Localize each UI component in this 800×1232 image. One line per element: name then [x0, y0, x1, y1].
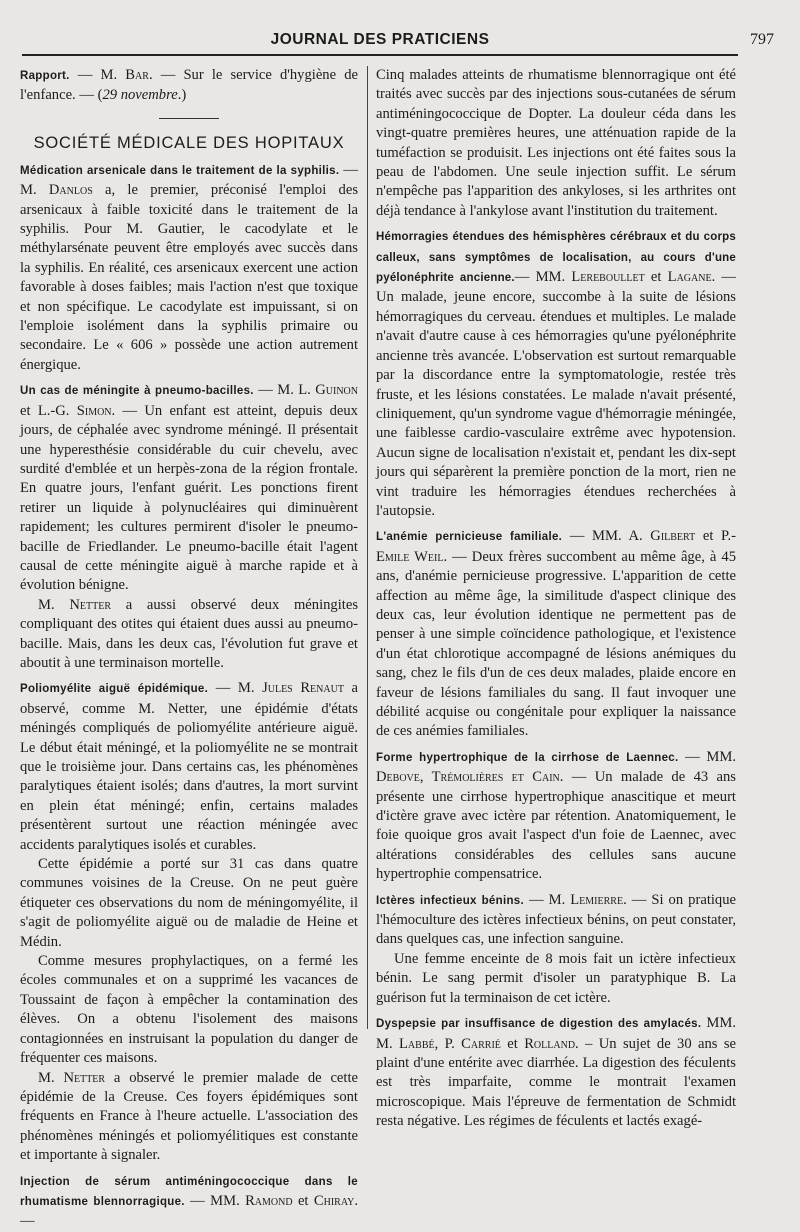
article-icteres: Ictères infectieux bénins. — M. Lemierre. — Si on pratique l'hémoculture des ictères infectieux bénins, on peut constater, dans quelques cas, une infection sanguine.	[376, 891, 736, 948]
article-hemorragies: Hémorragies étendues des hémisphères cérébraux et du corps calleux, sans symptômes de localisation, au cours d'une pyélonéphrite ancienne.— MM. Lereboullet et Lagane. — Un malade, jeune encore, succombe à la suite de lésions hémorragiques du cerveau. étendues et multiples. Le malade n'avait d'autre cause à ces hémorragies qu'une pyélonéphrite ancienne très avancée. L'observation est surtout remarquable par la discordance entre la symptomatologie, restée très fruste, et les lésions constatées. Le malade n'avait présenté, cliniquement, qu'un syndrome vague d'hémorragie méningée, une faiblesse cardio-vasculaire extrême avec hypotension. Aucun signe de localisation n'existait et, pendant les dix-sept jours qui séparèrent la première ponction de la mort, rien ne vint traduire les hémorragies étendues recherchées à l'autopsie.	[376, 231, 737, 519]
report-entry: Rapport. — M. Bar. — Sur le service d'hygiène de l'enfance. — (29 novembre.)	[20, 67, 358, 104]
left-column	[20, 66, 359, 1230]
article-arsenic: Médication arsenicale dans le traitement de la syphilis. — M. Danlos a, le premier, préconisé l'emploi des arsenicaux à faible toxicité dans le traitement de la syphilis. Pour M. Gautier, le cacodylate et le méthylarsénate peuvent être employés avec succès dans la syphilis. En réalité, ces arsenicaux exercent une action favorable à doses faibles; mais l'action n'est que toxique et non spécifique. Le cacodylate est impuissant, si on l'emploie isolément dans la syphilis primaire ou secondaire. Le « 606 » possède une action autrement énergique.	[20, 161, 359, 373]
running-header	[22, 26, 774, 56]
paragraph: Une femme enceinte de 8 mois fait un ictère infectieux bénin. Le sang permit d'isoler un paratyphique B. La guérison fut la terminaison de cet ictère.	[376, 950, 736, 1006]
column-divider	[367, 66, 368, 1029]
article-anemie: L'anémie pernicieuse familiale. — MM. A. Gilbert et P.-Emile Weil. — Deux frères succombent au même âge, à 45 ans, d'anémie pernicieuse progressive. L'apparition de cette affection au même âge, la similitude d'aspect clinique des deux cas, leur évolution identique ne permettent pas de penser à une simple coïncidence pathologique, et l'existence d'un état chlorotique accompagné de lésions anémiques du sang, chez le fils d'un de ces deux malades, plaide encore en faveur de lésions familiales du sang. Il faut invoquer une débilité acquise ou congénitale pour expliquer la naissance de ces anémies familiales.	[376, 528, 737, 740]
article-meningite-cont: M. Netter a aussi observé deux méningites compliquant des otites qui étaient dues aussi au pneumo-bacille. Mais, dans les deux cas, l'évolution fut grave et aboutit à une terminaison mortelle.	[20, 596, 358, 671]
report-lead: Rapport.	[20, 70, 70, 82]
article-cirrhose: Forme hypertrophique de la cirrhose de Laennec. — MM. Debove, Trémolières et Cain. — Un malade de 43 ans présente une cirrhose hypertrophique anascitique et meurt d'ictère grave avec ictère par rétention. Anatomiquement, le foie quoique gros avait l'aspect d'un foie de Laennec, avec altérations considérables des cellules sans aucune hypertrophie compensatrice.	[376, 748, 736, 883]
report-date: 29 novembre	[102, 87, 178, 104]
paragraph: Comme mesures prophylactiques, on a fermé les écoles communales et on a supprimé les vacances de Toussaint de façon à empêcher la contamination des élèves. On a obtenu l'isolement des maisons contagionnées en instruisant la population du danger de fréquenter ces maisons.	[20, 953, 358, 1067]
paragraph: M. Netter a observé le premier malade de cette épidémie de la Creuse. Ces foyers épidémiques sont fréquents en France à l'heure actuelle. L'association des phénomènes méningés et poliomyélitiques est constante et importante à signaler.	[20, 1069, 358, 1164]
separator-rule	[159, 118, 219, 119]
paragraph: Cette épidémie a porté sur 31 cas dans quatre communes voisines de la Creuse. On ne peut guère étiqueter ces observations du nom de méningomyélite, il s'agit de poliomyélite aiguë ou de maladie de Heine et Médin.	[20, 856, 358, 950]
journal-title: JOURNAL DES PRATICIENS	[270, 31, 490, 48]
section-title: SOCIÉTÉ MÉDICALE DES HOPITAUX	[33, 133, 345, 152]
author-name: Bar	[125, 67, 149, 83]
right-column	[376, 66, 737, 1130]
article-poliomyelite: Poliomyélite aiguë épidémique. — M. Jules Renaut a observé, comme M. Netter, une épidémie d'états méningés compliqués de poliomyélite antérieure aiguë. Le début était méningé, et la poliomyélite ne se montrait que le troisième jour. Dans certains cas, les phénomènes paralytiques étaient isolés; dans d'autres, la mort survint en plein état méningé; enfin, certains malades présentèrent surtout une réaction méningée avec accidents paralytiques isolés et curables.	[20, 680, 358, 853]
article-serum: Injection de sérum antiméningococcique dans le rhumatisme blennorragique. — MM. Ramond et Chiray. —	[20, 1175, 358, 1230]
article-dyspepsie: Dyspepsie par insuffisance de digestion des amylacés. MM. M. Labbé, P. Carrié et Rolland. – Un sujet de 30 ans se plaint d'une entérite avec diarrhée. La digestion des féculents est très imparfaite, comme le montrait l'examen microscopique. Mais l'épreuve de fermentation de Schmidt resta négative. Les régimes de féculents et lactés exagé-	[376, 1015, 737, 1130]
paragraph: Cinq malades atteints de rhumatisme blennorragique ont été traités avec succès par des injections sous-cutanées de sérum antiméningococcique de Dopter. La douleur céda dans les vingt-quatre premières heures, une atténuation rapide de la tuméfaction se produisit. Les injections ont été faites sous la peau de l'abdomen. Une seule injection suffit. Le sérum n'empêche pas l'apparition des ankyloses, si les arthrites ont déjà tendance à l'ankylose avant l'institution du traitement.	[376, 67, 736, 219]
article-meningite: Un cas de méningite à pneumo-bacilles. — M. L. Guinon et L.-G. Simon. — Un enfant est atteint, depuis deux jours, de céphalée avec syndrome méningé. Il présentait une hyperesthésie considérable du cuir chevelu, avec surdité d'emblée et un herpès-zona de la région frontale. En quatre jours, l'enfant guérit. Les ponctions firent retirer un liquide à polynucléaires qui diminuèrent rapidement; les cultures permirent d'isoler le pneumo-bacille de Friedlander. Le pneumo-bacille était l'agent causal de cette méningite aiguë à marche rapide et à évolution bénigne.	[20, 382, 358, 594]
page-number: 797	[750, 31, 774, 48]
